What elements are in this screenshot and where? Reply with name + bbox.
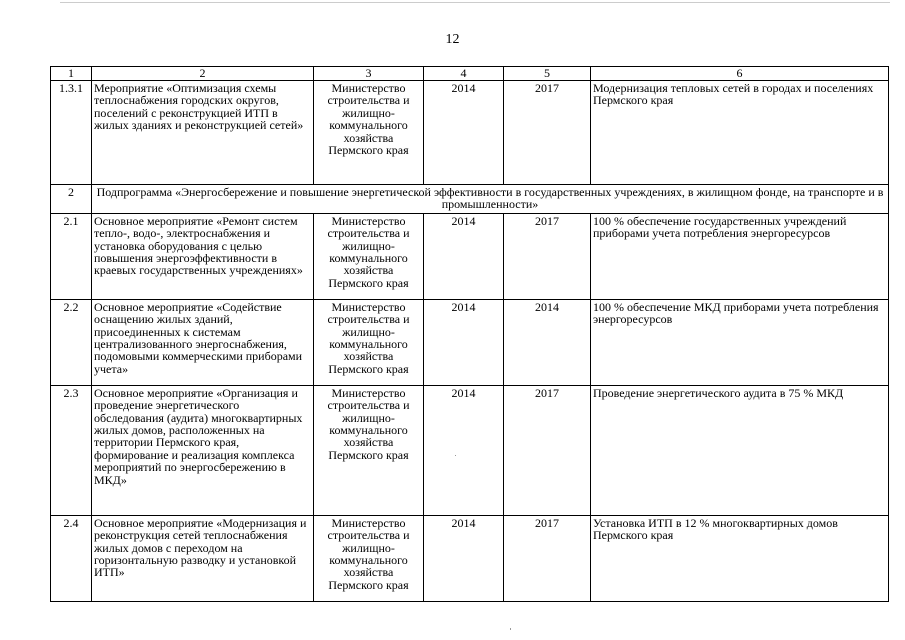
result-cell: 100 % обеспечение МКД приборами учета потребления энергоресурсов: [591, 299, 889, 385]
end-year-cell: 2014: [504, 299, 591, 385]
table-header-row: [51, 67, 889, 81]
row-number: 2.2: [51, 299, 92, 385]
result-cell: Установка ИТП в 12 % многоквартирных домов Пермского края: [591, 515, 889, 601]
activity-cell: Мероприятие «Оптимизация схемы теплоснабжения городских округов, поселений с реконструкцией ИТП в жилых зданиях и реконструкцией сетей»: [92, 81, 314, 185]
row-number: 2.1: [51, 213, 92, 299]
executor-cell: Министерство строительства и жилищно-коммунального хозяйства Пермского края: [314, 515, 424, 601]
end-year-cell: 2017: [504, 213, 591, 299]
column-number: 2: [92, 67, 314, 81]
column-number: 3: [314, 67, 424, 81]
column-number: 1: [51, 67, 92, 81]
activity-cell: Основное мероприятие «Ремонт систем тепло-, водо-, электроснабжения и установка оборудования с целью повышения энергоэффективности в краевых государственных учреждениях»: [92, 213, 314, 299]
subprogram-title: Подпрограмма «Энергосбережение и повышение энергетической эффективности в государственных учреждениях, в жилищном фонде, на транспорте и в промышленности»: [92, 185, 889, 214]
executor-cell: Министерство строительства и жилищно-коммунального хозяйства Пермского края: [314, 81, 424, 185]
table-row: [51, 515, 889, 601]
end-year-cell: 2017: [504, 81, 591, 185]
activity-cell: Основное мероприятие «Модернизация и реконструкция сетей теплоснабжения жилых домов с переходом на горизонтальную разводку и установкой ИТП»: [92, 515, 314, 601]
start-year-cell: 2014: [424, 81, 504, 185]
result-cell: 100 % обеспечение государственных учреждений приборами учета потребления энергоресурсов: [591, 213, 889, 299]
scan-speck: [510, 628, 511, 630]
column-number: 5: [504, 67, 591, 81]
page-number: 12: [445, 32, 460, 47]
column-number: 6: [591, 67, 889, 81]
row-number: 2: [51, 185, 92, 214]
activity-cell: Основное мероприятие «Организация и проведение энергетического обследования (аудита) многоквартирных жилых домов, расположенных на территории Пермского края, формирование и реализация комплекса мероприятий по энергосбережению в МКД»: [92, 385, 314, 515]
start-year-cell: 2014: [424, 213, 504, 299]
table-row: [51, 385, 889, 515]
row-number: 1.3.1: [51, 81, 92, 185]
activity-cell: Основное мероприятие «Содействие оснащению жилых зданий, присоединенных к системам централизованного энергоснабжения, подомовыми коммерческими приборами учета»: [92, 299, 314, 385]
end-year-cell: 2017: [504, 385, 591, 515]
table-row: [51, 213, 889, 299]
top-border-line: [60, 2, 890, 3]
result-cell: Модернизация тепловых сетей в городах и поселениях Пермского края: [591, 81, 889, 185]
table-row: [51, 299, 889, 385]
program-table: [50, 66, 889, 602]
executor-cell: Министерство строительства и жилищно-коммунального хозяйства Пермского края: [314, 299, 424, 385]
table-row: [51, 81, 889, 185]
result-cell: Проведение энергетического аудита в 75 % МКД: [591, 385, 889, 515]
column-number: 4: [424, 67, 504, 81]
end-year-cell: 2017: [504, 515, 591, 601]
scan-speck: [455, 455, 456, 456]
start-year-cell: 2014: [424, 385, 504, 515]
start-year-cell: 2014: [424, 515, 504, 601]
subprogram-row: [51, 185, 889, 214]
start-year-cell: 2014: [424, 299, 504, 385]
row-number: 2.3: [51, 385, 92, 515]
row-number: 2.4: [51, 515, 92, 601]
executor-cell: Министерство строительства и жилищно-коммунального хозяйства Пермского края: [314, 213, 424, 299]
executor-cell: Министерство строительства и жилищно-коммунального хозяйства Пермского края: [314, 385, 424, 515]
